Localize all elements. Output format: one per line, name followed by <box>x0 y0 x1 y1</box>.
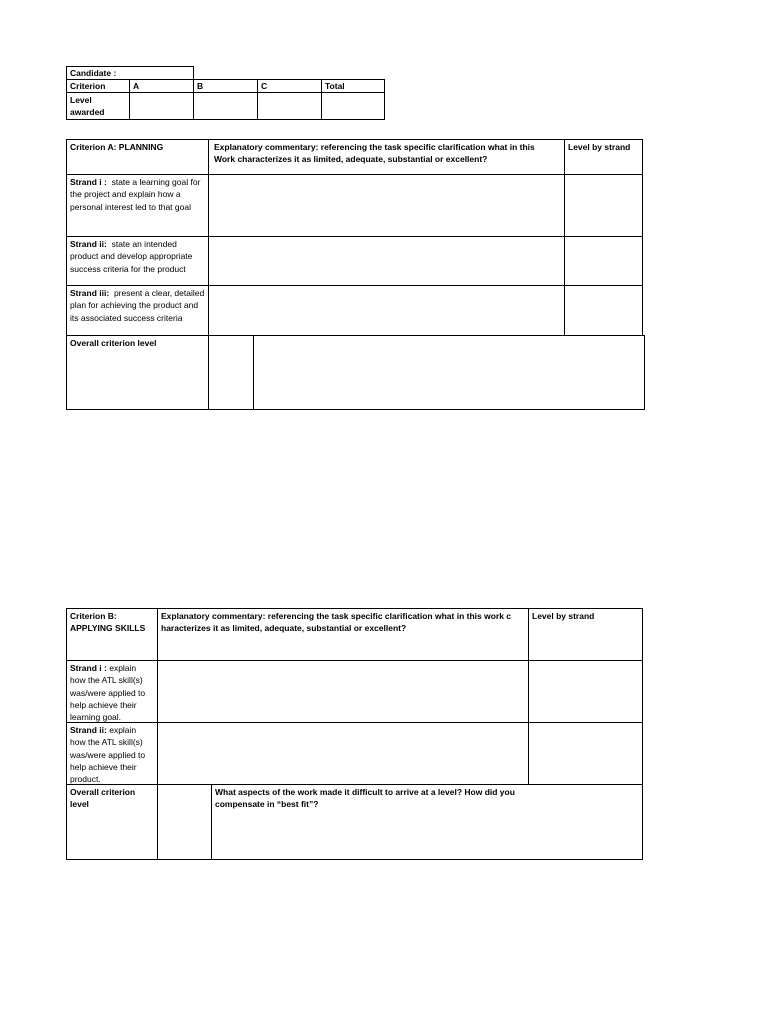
criterion-b-strand-1-commentary[interactable] <box>157 660 529 723</box>
col-c-cell: C <box>257 79 322 93</box>
criterion-a-strand-1-desc: Strand i : state a learning goal for the project and explain how a personal interest led to that goal <box>66 174 209 237</box>
criterion-b-strand-1-level[interactable] <box>528 660 643 723</box>
criterion-a-strand-2-commentary[interactable] <box>208 236 565 286</box>
criterion-a-heading-cell <box>66 139 209 175</box>
col-a-cell: A <box>129 79 194 93</box>
criterion-b-commentary-heading-cell <box>157 608 529 661</box>
criterion-b-overall-label-cell <box>66 784 158 860</box>
criterion-a-overall-notes[interactable] <box>253 335 645 410</box>
criterion-b-strand-2-level[interactable] <box>528 722 643 785</box>
criterion-a-commentary-heading-cell <box>208 139 565 175</box>
criterion-b-difficulty-question: What aspects of the work made it difficult to arrive at a level? How did you compensate in “best fit”? <box>215 787 515 810</box>
criterion-a-commentary-heading: Explanatory commentary: referencing the task specific clarification what in this Work characterizes it as limited, adequate, substantial or excellent? <box>214 142 535 165</box>
criterion-a-level-heading-cell <box>564 139 643 175</box>
level-a-value[interactable] <box>129 92 194 120</box>
level-awarded-label: Level awarded <box>70 95 105 118</box>
criterion-label: Criterion <box>70 81 106 91</box>
criterion-b-heading: Criterion B: APPLYING SKILLS <box>70 611 146 634</box>
criterion-b-difficulty-cell[interactable] <box>211 784 643 860</box>
level-b-value[interactable] <box>193 92 258 120</box>
criterion-a-strand-1-commentary[interactable] <box>208 174 565 237</box>
criterion-a-strand-3-level[interactable] <box>564 285 643 336</box>
criterion-a-strand-1-level[interactable] <box>564 174 643 237</box>
criterion-a-overall-level[interactable] <box>208 335 254 410</box>
level-total-value[interactable] <box>321 92 385 120</box>
criterion-b-commentary-heading: Explanatory commentary: referencing the task specific clarification what in this work c haracterizes it as limited, adequate, substantial or excellent? <box>161 611 512 634</box>
criterion-b-strand-1-desc: Strand i : explain how the ATL skill(s) was/were applied to help achieve their learning goal. <box>66 660 158 723</box>
criterion-b-level-heading: Level by strand <box>532 611 595 621</box>
criterion-b-level-heading-cell <box>528 608 643 661</box>
criterion-a-strand-2-level[interactable] <box>564 236 643 286</box>
criterion-a-strand-2-desc: Strand ii: state an intended product and develop appropriate success criteria for the product <box>66 236 209 286</box>
level-awarded-cell <box>66 92 130 120</box>
criterion-a-strand-3-commentary[interactable] <box>208 285 565 336</box>
criterion-b-strand-2-commentary[interactable] <box>157 722 529 785</box>
criterion-a-overall-label-cell <box>66 335 209 410</box>
col-b-cell: B <box>193 79 258 93</box>
criterion-b-overall-label: Overall criterion level <box>70 787 136 810</box>
criterion-b-overall-level[interactable] <box>157 784 212 860</box>
level-c-value[interactable] <box>257 92 322 120</box>
criterion-header-cell <box>66 79 130 93</box>
criterion-a-overall-label: Overall criterion level <box>70 338 157 348</box>
criterion-a-heading: Criterion A: PLANNING <box>70 142 164 152</box>
criterion-a-strand-3-desc: Strand iii: present a clear, detailed plan for achieving the product and its associated success criteria <box>66 285 209 336</box>
candidate-label: Candidate : <box>70 68 117 78</box>
candidate-cell <box>66 66 194 80</box>
criterion-b-heading-cell <box>66 608 158 661</box>
col-total-cell: Total <box>321 79 385 93</box>
criterion-b-strand-2-desc: Strand ii: explain how the ATL skill(s) was/were applied to help achieve their product. <box>66 722 158 785</box>
criterion-a-level-heading: Level by strand <box>568 142 631 152</box>
